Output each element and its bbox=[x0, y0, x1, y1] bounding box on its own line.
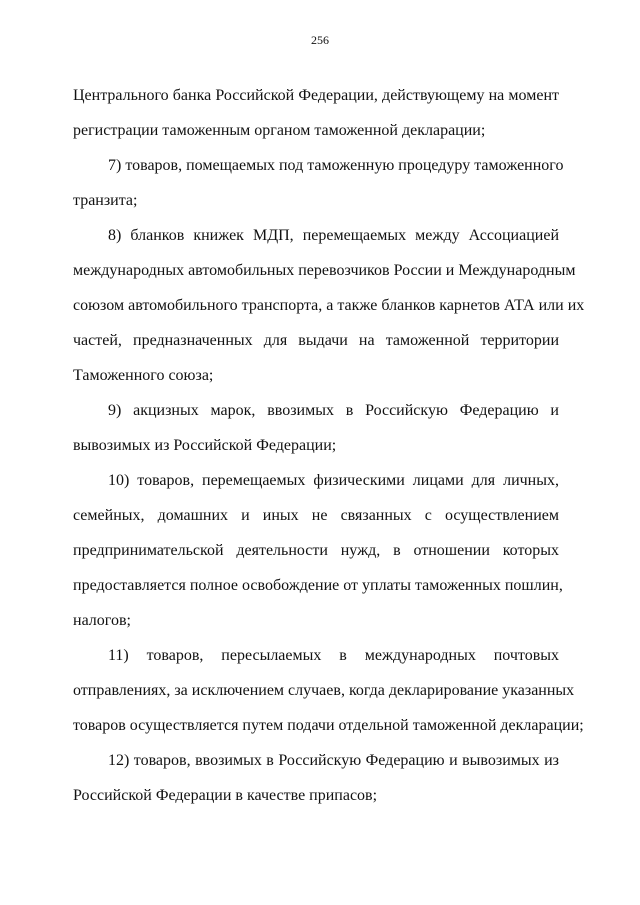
text-line: товаров осуществляется путем подачи отдельной таможенной декларации; bbox=[73, 717, 584, 734]
text-line: транзита; bbox=[73, 192, 138, 209]
text-line: 7) товаров, помещаемых под таможенную процедуру таможенного bbox=[108, 157, 564, 174]
text-line: 8) бланков книжек МДП, перемещаемых между Ассоциацией bbox=[108, 227, 559, 244]
text-line: 10) товаров, перемещаемых физическими лицами для личных, bbox=[108, 472, 559, 489]
text-line: Центрального банка Российской Федерации, действующему на момент bbox=[73, 87, 559, 104]
text-line: регистрации таможенным органом таможенной декларации; bbox=[73, 122, 486, 139]
document-body bbox=[73, 84, 585, 819]
text-line: международных автомобильных перевозчиков России и Международным bbox=[73, 262, 576, 279]
text-line: Российской Федерации в качестве припасов; bbox=[73, 787, 378, 804]
text-line: 11) товаров, пересылаемых в международных почтовых bbox=[108, 647, 559, 664]
text-line: союзом автомобильного транспорта, а также бланков карнетов АТА или их bbox=[73, 297, 585, 314]
text-line: 12) товаров, ввозимых в Российскую Федерацию и вывозимых из bbox=[108, 752, 559, 769]
text-line: семейных, домашних и иных не связанных с осуществлением bbox=[73, 507, 559, 524]
text-line: предпринимательской деятельности нужд, в отношении которых bbox=[73, 542, 559, 559]
text-line: 9) акцизных марок, ввозимых в Российскую Федерацию и bbox=[108, 402, 559, 419]
page-number: 256 bbox=[311, 33, 329, 47]
text-line: отправлениях, за исключением случаев, когда декларирование указанных bbox=[73, 682, 575, 699]
text-line: Таможенного союза; bbox=[73, 367, 214, 384]
text-line: предоставляется полное освобождение от уплаты таможенных пошлин, bbox=[73, 577, 563, 594]
text-line: вывозимых из Российской Федерации; bbox=[73, 437, 337, 454]
text-line: налогов; bbox=[73, 612, 131, 629]
text-line: частей, предназначенных для выдачи на таможенной территории bbox=[73, 332, 559, 349]
